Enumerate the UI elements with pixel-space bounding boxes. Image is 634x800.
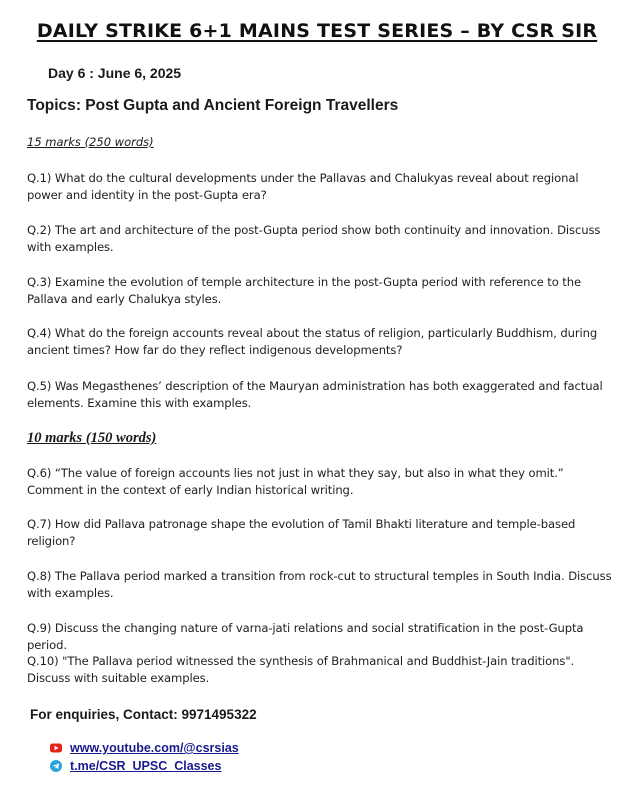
question-6: Q.6) “The value of foreign accounts lies not just in what they say, but also in what they omit.” Comment in the context of early Indian historical writing. — [27, 466, 564, 497]
topics-value: : Post Gupta and Ancient Foreign Travellers — [75, 97, 399, 114]
test-date: Day 6 : June 6, 2025 — [48, 65, 182, 81]
youtube-link[interactable]: www.youtube.com/@csrsias — [70, 741, 239, 755]
contact-line: For enquiries, Contact: 9971495322 — [30, 707, 257, 722]
question-1: Q.1) What do the cultural developments under the Pallavas and Chalukyas reveal about regional power and identity in the post-Gupta era? — [27, 171, 579, 202]
telegram-icon — [50, 760, 62, 772]
question-2: Q.2) The art and architecture of the post-Gupta period show both continuity and innovation. Discuss with examples. — [27, 223, 601, 254]
youtube-link-row — [50, 740, 239, 756]
topics-line — [27, 97, 398, 115]
question-3: Q.3) Examine the evolution of temple architecture in the post-Gupta period with reference to the Pallava and early Chalukya styles. — [27, 275, 582, 306]
section-heading-10-marks: 10 marks (150 words) — [27, 430, 157, 446]
youtube-icon — [50, 742, 62, 754]
question-10: Q.10) "The Pallava period witnessed the synthesis of Brahmanical and Buddhist-Jain traditions". Discuss with suitable examples. — [27, 654, 575, 685]
question-7: Q.7) How did Pallava patronage shape the evolution of Tamil Bhakti literature and temple-based religion? — [27, 517, 576, 548]
question-4: Q.4) What do the foreign accounts reveal about the status of religion, particularly Buddhism, during ancient times? How far do they reflect indigenous developments? — [27, 326, 598, 357]
question-9: Q.9) Discuss the changing nature of varna-jati relations and social stratification in the post-Gupta period. — [27, 621, 584, 652]
telegram-link-row — [50, 758, 221, 774]
question-8: Q.8) The Pallava period marked a transition from rock-cut to structural temples in South India. Discuss with examples. — [27, 569, 612, 600]
topics-label: Topics — [27, 97, 76, 114]
telegram-link[interactable]: t.me/CSR_UPSC_Classes — [70, 759, 222, 773]
section-heading-15-marks: 15 marks (250 words) — [27, 135, 154, 149]
question-5: Q.5) Was Megasthenes’ description of the Mauryan administration has both exaggerated and factual elements. Examine this with examples. — [27, 379, 603, 410]
page-title: DAILY STRIKE 6+1 MAINS TEST SERIES – BY CSR SIR — [36, 20, 598, 42]
